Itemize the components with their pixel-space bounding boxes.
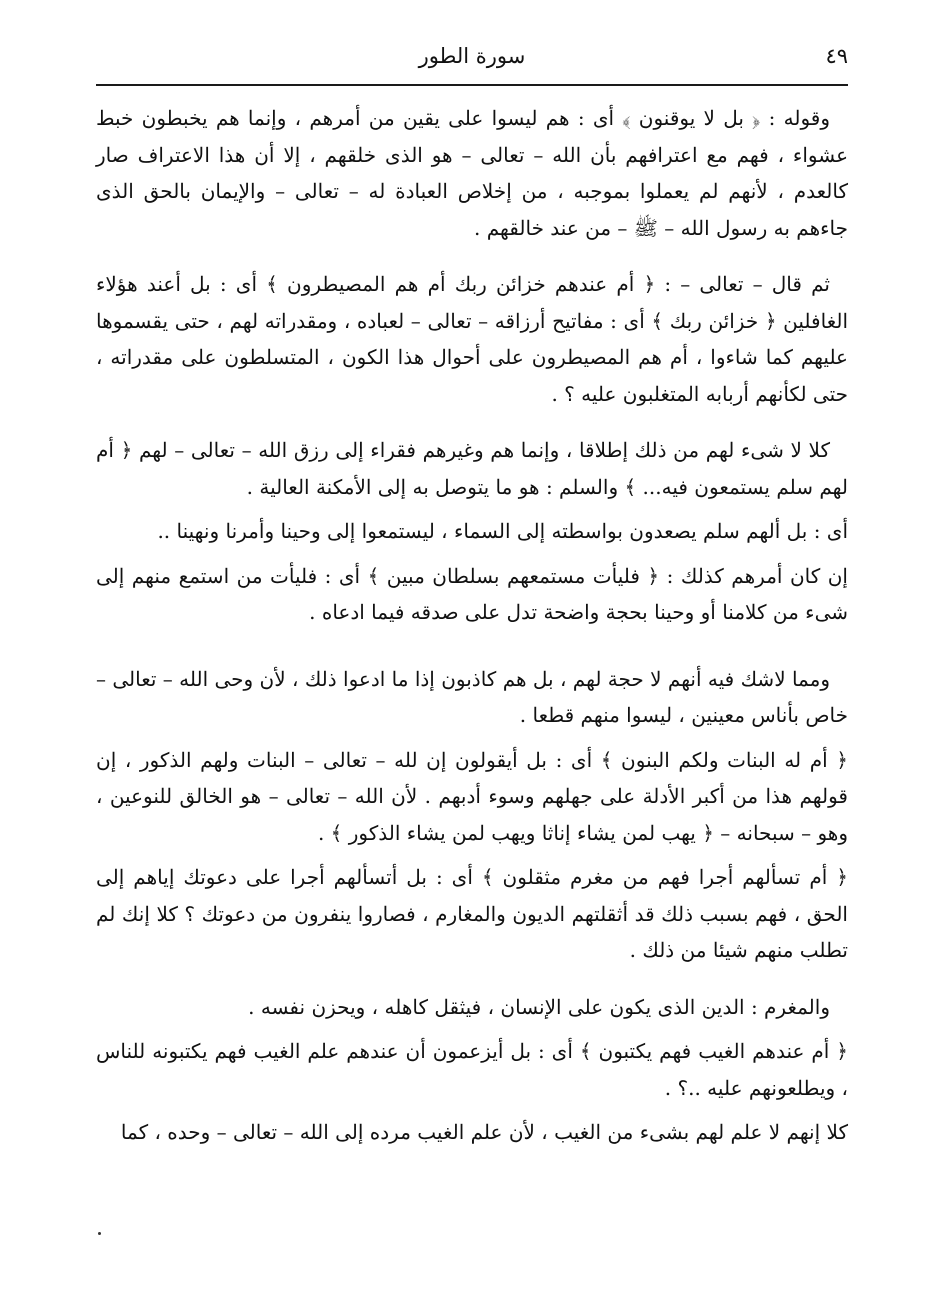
page-number: ٤٩ xyxy=(825,44,848,68)
paragraph-al-ghayb: ﴿ أم عندهم الغيب فهم يكتبون ﴾ أى : بل أيزعمون أن عندهم علم الغيب فهم يكتبونه للناس ، ويطلعونهم عليه ..؟ . xyxy=(96,1039,848,1100)
paragraph-la-hujja: ومما لاشك فيه أنهم لا حجة لهم ، بل هم كاذبون إذا ما ادعوا ذلك ، لأن وحى الله – تعالى – خاص بأناس معينين ، ليسوا منهم قطعا . xyxy=(96,666,848,727)
paragraph-sullam-explanation: أى : بل ألهم سلم يصعدون بواسطته إلى السماء ، ليستمعوا إلى وحينا وأمرنا ونهينا .. xyxy=(157,519,848,543)
paragraph-ilm-al-ghayb: كلا إنهم لا علم لهم بشىء من الغيب ، لأن علم الغيب مرده إلى الله – تعالى – وحده ، كما xyxy=(120,1120,848,1144)
paragraph-la-yuqinun: وقوله : ﴿ بل لا يوقنون ﴾ أى : هم ليسوا على يقين من أمرهم ، وإنما هم يخبطون خبط عشواء ، فهم مع اعترافهم بأن الله – تعالى – هو الذى خلقهم ، إلا أن هذا الاعتراف صار كالعدم ، لأنهم لم يعملوا بموجبه ، من إخلاص العبادة له – تعالى – والإيمان بالحق الذى جاءهم به رسول الله – ﷺ – من عند خالقهم . xyxy=(96,106,848,240)
paragraph-khazain-rabbik: ثم قال – تعالى – : ﴿ أم عندهم خزائن ربك أم هم المصيطرون ﴾ أى : بل أعند هؤلاء الغافلين ﴿ خزائن ربك ﴾ أى : مفاتيح أرزاقه – تعالى – لعباده ، ومقدراته لهم ، حتى يقسموها عليهم كما شاءوا ، أم هم المصيطرون على أحوال هذا الكون ، المتسلطون على مقدراته ، حتى لكأنهم أربابه المتغلبون عليه ؟ . xyxy=(96,272,849,406)
paragraph-tasaluhum-ajra: ﴿ أم تسألهم أجرا فهم من مغرم مثقلون ﴾ أى : بل أتسألهم أجرا على دعوتك إياهم إلى الحق ، فهم بسبب ذلك قد أثقلتهم الديون والمغارم ، فصاروا ينفرون من دعوتك ؟ كلا إنك لم تطلب منهم شيئا من ذلك . xyxy=(96,865,848,962)
paragraph-sullam: كلا لا شىء لهم من ذلك إطلاقا ، وإنما هم وغيرهم فقراء إلى رزق الله – تعالى – لهم ﴿ أم لهم سلم يستمعون فيه... ﴾ والسلم : هو ما يتوصل به إلى الأمكنة العالية . xyxy=(96,438,848,499)
paragraph-al-banat: ﴿ أم له البنات ولكم البنون ﴾ أى : بل أيقولون إن لله – تعالى – البنات ولهم الذكور ، إن قولهم هذا من أكبر الأدلة على جهلهم وسوء أدبهم . لأن الله – تعالى – هو الخالق للنوعين ، وهو – سبحانه – ﴿ يهب لمن يشاء إناثا ويهب لمن يشاء الذكور ﴾ . xyxy=(96,747,848,845)
paragraph-mustamiuhum: إن كان أمرهم كذلك : ﴿ فليأت مستمعهم بسلطان مبين ﴾ أى : فليأت من استمع منهم إلى شىء من كلامنا أو وحينا بحجة واضحة تدل على صدقه فيما ادعاه . xyxy=(96,563,848,624)
header-divider xyxy=(96,84,848,86)
paragraph-al-maghram: والمغرم : الدين الذى يكون على الإنسان ، فيثقل كاهله ، ويحزن نفسه . xyxy=(248,994,830,1019)
surah-title: سورة الطور xyxy=(418,44,526,68)
page-header xyxy=(96,28,848,80)
page-body xyxy=(96,100,848,1151)
scan-speck xyxy=(98,1232,101,1235)
